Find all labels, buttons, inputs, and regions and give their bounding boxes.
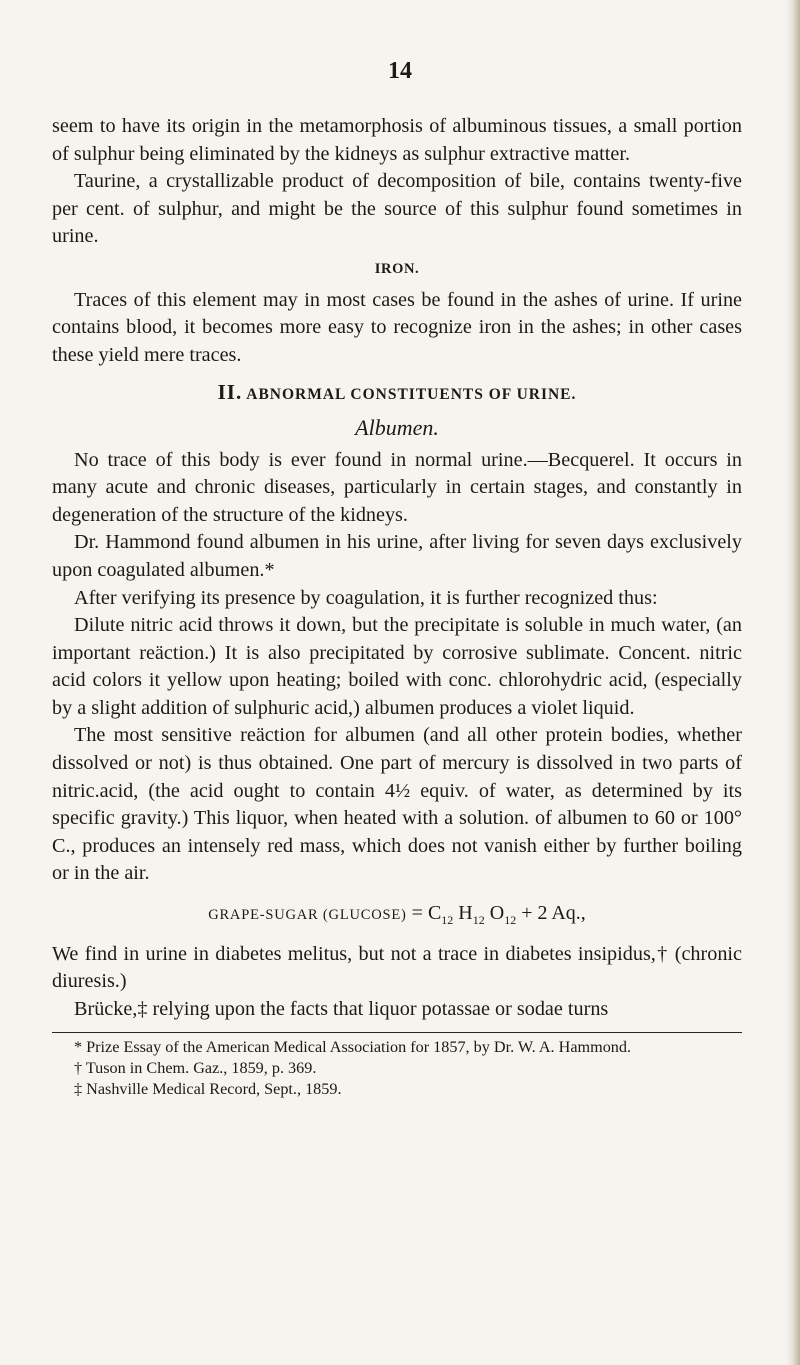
page-number: 14 [388, 58, 412, 84]
formula-hydrogen-sub: 12 [472, 913, 485, 928]
paragraph-sulphur-origin: seem to have its origin in the metamorphosis of albuminous tissues, a small portion of sulphur being eliminated by the kidneys as sulphur extractive matter. [52, 115, 742, 165]
page-edge-shadow [786, 0, 800, 1365]
heading-section-numeral: II. [217, 380, 243, 405]
paragraph-taurine: Taurine, a crystallizable product of decomposition of bile, contains twenty-five per cent. of sulphur, and might be the source of this sulphur found sometimes in urine. [52, 170, 742, 248]
paragraph-hammond: Dr. Hammond found albumen in his urine, after living for seven days exclusively upon coagulated albumen.* [52, 531, 742, 581]
formula-oxygen: O [489, 902, 505, 925]
body-text [52, 113, 742, 1100]
paragraph-brucke: Brücke,‡ relying upon the facts that liquor potassae or sodae turns [74, 997, 609, 1020]
footnote-2: † Tuson in Chem. Gaz., 1859, p. 369. [74, 1059, 317, 1078]
formula-carbon: C [427, 902, 442, 925]
formula-equals: = [411, 902, 423, 925]
footnote-3: ‡ Nashville Medical Record, Sept., 1859. [74, 1080, 342, 1099]
paragraph-iron: Traces of this element may in most cases be found in the ashes of urine. If urine contains blood, it becomes more easy to recognize iron in the ashes; in other cases these yield mere traces. [52, 288, 742, 366]
footnotes [52, 1037, 742, 1100]
formula-name: GRAPE-SUGAR (GLUCOSE) [208, 907, 407, 924]
formula-oxygen-sub: 12 [504, 913, 517, 928]
formula-grape-sugar [52, 900, 742, 935]
formula-carbon-sub: 12 [441, 913, 454, 928]
heading-abnormal-constituents [52, 379, 742, 409]
footnote-divider [52, 1032, 742, 1033]
footnote-1: * Prize Essay of the American Medical Association for 1857, by Dr. W. A. Hammond. [74, 1038, 632, 1057]
paragraph-verifying: After verifying its presence by coagulation, it is further recognized thus: [74, 586, 658, 609]
formula-hydrogen: H [458, 902, 473, 925]
paragraph-nitric-acid: Dilute nitric acid throws it down, but the precipitate is soluble in much water, (an important reäction.) It is also precipitated by corrosive sublimate. Concent. nitric acid colors it yellow upon heating; boiled with conc. chlorohydric acid, (especially by a slight addition of sulphuric acid,) albumen produces a violet liquid. [52, 614, 742, 719]
paragraph-albumen-trace: No trace of this body is ever found in normal urine.—Becquerel. It occurs in many acute and chronic diseases, particularly in certain stages, and constantly in degeneration of the structure of the kidneys. [52, 448, 742, 526]
formula-tail: + 2 Aq., [521, 902, 586, 925]
heading-albumen: Albumen. [355, 414, 439, 440]
paragraph-diabetes: We find in urine in diabetes melitus, but not a trace in diabetes insipidus,† (chronic diuresis.) [52, 942, 742, 993]
heading-iron: IRON. [374, 260, 420, 277]
paragraph-sensitive-reaction: The most sensitive reäction for albumen (and all other protein bodies, whether dissolved or not) is thus obtained. One part of mercury is dissolved in two parts of nitric.acid, (the acid ought to contain 4½ equiv. of water, as determined by its specific gravity.) This liquor, when heated with a solution. of albumen to 60 or 100° C., produces an intensely red mass, which does not vanish either by further boiling or in the air. [52, 724, 742, 885]
heading-section-text: ABNORMAL CONSTITUENTS OF URINE. [246, 386, 577, 404]
